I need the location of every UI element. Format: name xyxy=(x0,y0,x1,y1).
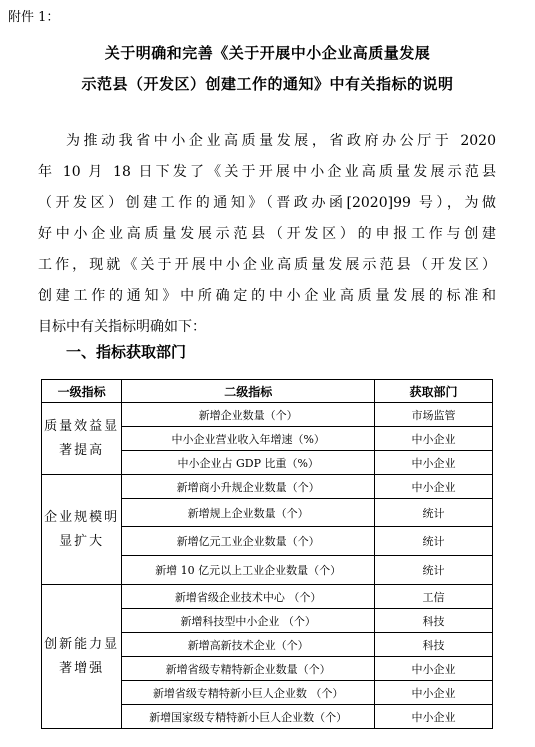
department-cell: 中小企业 xyxy=(375,657,493,681)
department-cell: 市场监管 xyxy=(375,403,493,427)
attachment-label: 附件 1： xyxy=(8,10,60,25)
level2-cell: 新增 10 亿元以上工业企业数量（个） xyxy=(122,556,375,585)
paragraph-line: 好中小企业高质量发展示范县（开发区）的申报工作与创建 xyxy=(38,226,496,242)
paragraph-line: 年 10 月 18 日下发了《关于开展中小企业高质量发展示范县 xyxy=(38,164,496,180)
department-cell: 中小企业 xyxy=(375,681,493,705)
paragraph-line: 创建工作的通知》中所确定的中小企业高质量发展的标准和 xyxy=(38,288,496,304)
level2-cell: 新增国家级专精特新小巨人企业数（个） xyxy=(122,705,375,729)
level2-cell: 中小企业营业收入年增速（%） xyxy=(122,427,375,451)
paragraph-line: 目标中有关指标明确如下： xyxy=(38,319,206,335)
level1-cell: 创新能力显著增强 xyxy=(42,585,122,729)
department-cell: 中小企业 xyxy=(375,475,493,499)
level1-cell: 质量效益显著提高 xyxy=(42,403,122,475)
level2-cell: 中小企业占 GDP 比重（%） xyxy=(122,451,375,475)
department-cell: 中小企业 xyxy=(375,705,493,729)
level2-cell: 新增企业数量（个） xyxy=(122,403,375,427)
level2-cell: 新增亿元工业企业数量（个） xyxy=(122,527,375,556)
level2-cell: 新增省级企业技术中心 （个） xyxy=(122,585,375,609)
department-cell: 中小企业 xyxy=(375,427,493,451)
department-cell: 统计 xyxy=(375,527,493,556)
table-row xyxy=(42,585,493,609)
level2-cell: 新增商小升规企业数量（个） xyxy=(122,475,375,499)
paragraph-line: 为推动我省中小企业高质量发展，省政府办公厅于 2020 xyxy=(66,133,496,149)
table-row xyxy=(42,475,493,499)
header-level1: 一级指标 xyxy=(42,380,122,403)
paragraph-line: 工作，现就《关于开展中小企业高质量发展示范县（开发区） xyxy=(38,257,496,273)
section-heading: 一、指标获取部门 xyxy=(66,343,187,361)
level2-cell: 新增规上企业数量（个） xyxy=(122,499,375,527)
department-cell: 中小企业 xyxy=(375,451,493,475)
intro-paragraph xyxy=(38,126,496,343)
department-cell: 工信 xyxy=(375,585,493,609)
department-cell: 统计 xyxy=(375,499,493,527)
header-department: 获取部门 xyxy=(375,380,493,403)
department-cell: 科技 xyxy=(375,633,493,657)
level2-cell: 新增科技型中小企业 （个） xyxy=(122,609,375,633)
header-level2: 二级指标 xyxy=(122,380,375,403)
table-header-row xyxy=(42,380,493,403)
paragraph-line: （开发区）创建工作的通知》（晋政办函[2020]99 号），为做 xyxy=(38,195,496,211)
level2-cell: 新增省级专精特新小巨人企业数 （个） xyxy=(122,681,375,705)
department-cell: 统计 xyxy=(375,556,493,585)
level2-cell: 新增高新技术企业（个） xyxy=(122,633,375,657)
document-title-line-1: 关于明确和完善《关于开展中小企业高质量发展 xyxy=(104,44,431,62)
indicator-table xyxy=(41,379,493,729)
document-title-line-2: 示范县（开发区）创建工作的通知》中有关指标的说明 xyxy=(81,75,454,93)
level2-cell: 新增省级专精特新企业数量（个） xyxy=(122,657,375,681)
table-row xyxy=(42,403,493,427)
department-cell: 科技 xyxy=(375,609,493,633)
level1-cell: 企业规模明显扩大 xyxy=(42,475,122,585)
